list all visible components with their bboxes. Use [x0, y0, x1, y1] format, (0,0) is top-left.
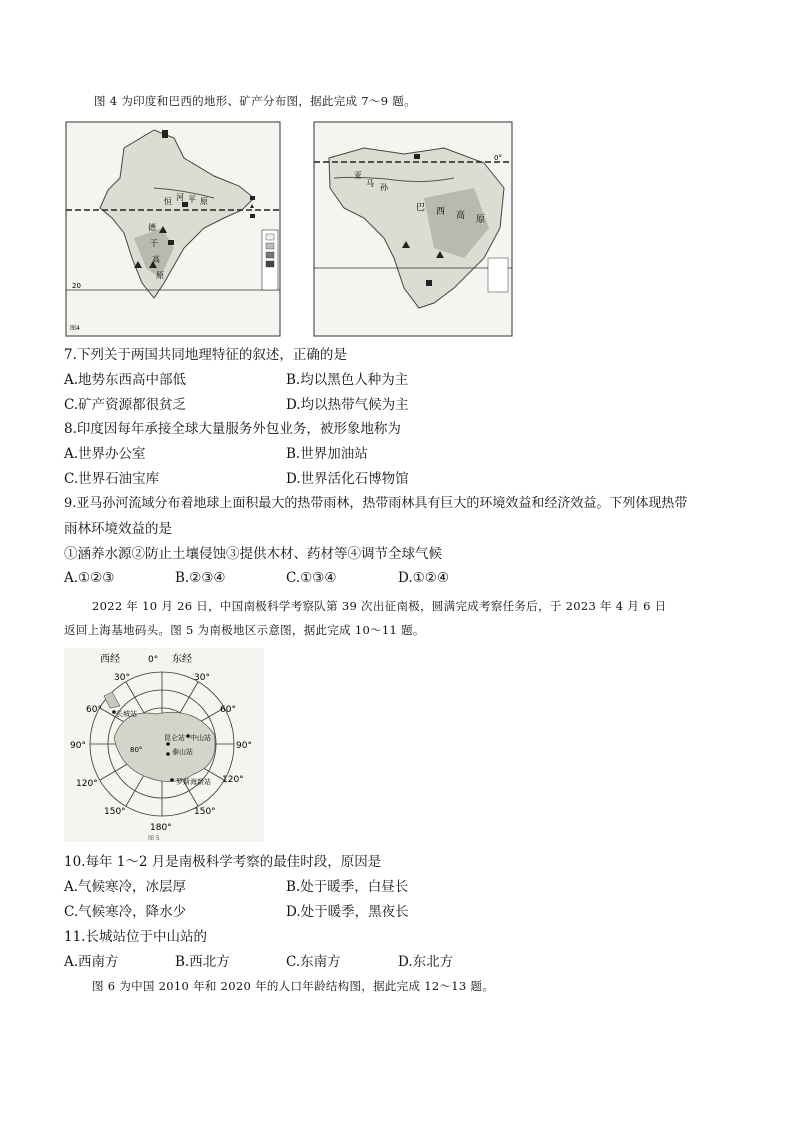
q8-option-d[interactable]: D.世界活化石博物馆 — [286, 471, 409, 487]
figure-4 — [64, 118, 516, 340]
svg-text:高: 高 — [152, 255, 160, 264]
fig5-deg90-east: 90° — [236, 741, 252, 751]
q11-option-b[interactable]: B.西北方 — [175, 954, 230, 970]
svg-text:巴: 巴 — [416, 203, 426, 213]
fig5-zhongshan-station: 中山站 — [190, 734, 211, 742]
q7-stem: 7.下列关于两国共同地理特征的叙述，正确的是 — [64, 347, 347, 363]
fig5-deg120-west: 120° — [76, 779, 98, 789]
fig5-deg80: 80° — [130, 746, 143, 754]
q11-option-c[interactable]: C.东南方 — [286, 954, 341, 970]
q8-option-c[interactable]: C.世界石油宝库 — [64, 471, 160, 487]
q10-option-d[interactable]: D.处于暖季，黑夜长 — [286, 904, 409, 920]
q10-option-c[interactable]: C.气候寒冷，降水少 — [64, 904, 187, 920]
intro-fig5-line2: 返回上海基地码头。图 5 为南极地区示意图，据此完成 10～11 题。 — [64, 623, 425, 637]
fig4-equator-label: 0° — [494, 154, 502, 162]
q9-option-d[interactable]: D.①②④ — [398, 570, 449, 586]
fig5-deg90-west: 90° — [70, 741, 86, 751]
q7-option-c[interactable]: C.矿产资源都很贫乏 — [64, 397, 187, 413]
fig5-deg180: 180° — [150, 823, 172, 833]
q8-option-a[interactable]: A.世界办公室 — [64, 446, 146, 462]
fig5-caption: 图 5 — [148, 835, 160, 842]
svg-text:亚: 亚 — [354, 171, 362, 180]
fig5-deg60-east: 60° — [220, 705, 236, 715]
fig5-deg60-west: 60° — [86, 705, 102, 715]
q9-option-b[interactable]: B.②③④ — [175, 570, 226, 586]
svg-text:原: 原 — [476, 215, 486, 225]
fig5-luosi-station: 罗斯海新站 — [176, 778, 211, 786]
fig5-west-label: 西经 — [100, 654, 120, 665]
fig4-lat-label: 20 — [72, 282, 81, 290]
svg-text:原: 原 — [156, 271, 164, 280]
q9-option-a[interactable]: A.①②③ — [64, 570, 115, 586]
svg-text:西: 西 — [436, 207, 446, 217]
fig5-deg30-east: 30° — [194, 673, 210, 683]
q7-option-a[interactable]: A.地势东西高中部低 — [64, 372, 187, 388]
svg-text:原: 原 — [200, 197, 208, 206]
fig5-deg0: 0° — [148, 655, 159, 665]
svg-text:恒: 恒 — [164, 197, 172, 206]
fig5-taishan-station: 泰山站 — [172, 748, 193, 756]
q9-stem-line1: 9.亚马孙河流域分布着地球上面积最大的热带雨林，热带雨林具有巨大的环境效益和经济效益。下列体现热带 — [64, 496, 688, 511]
q10-option-a[interactable]: A.气候寒冷，冰层厚 — [64, 879, 187, 895]
q8-option-b[interactable]: B.世界加油站 — [286, 446, 368, 462]
svg-text:图4: 图4 — [70, 325, 80, 332]
svg-text:河: 河 — [176, 193, 184, 202]
fig5-deg150-west: 150° — [104, 807, 126, 817]
fig5-deg30-west: 30° — [114, 673, 130, 683]
svg-text:孙: 孙 — [380, 183, 388, 192]
svg-text:平: 平 — [188, 195, 196, 204]
svg-text:高: 高 — [456, 211, 466, 221]
fig5-deg120-east: 120° — [222, 775, 244, 785]
q11-option-a[interactable]: A.西南方 — [64, 954, 119, 970]
figure-5-polar-map — [64, 648, 264, 842]
svg-text:马: 马 — [366, 179, 374, 188]
figure-4-maps — [64, 118, 516, 340]
svg-text:德: 德 — [148, 223, 156, 232]
svg-text:干: 干 — [150, 239, 158, 248]
q8-stem: 8.印度因每年承接全球大量服务外包业务，被形象地称为 — [64, 421, 401, 437]
q7-option-d[interactable]: D.均以热带气候为主 — [286, 397, 409, 413]
fig5-changcheng-station: 长城站 — [116, 710, 137, 718]
q10-option-b[interactable]: B.处于暖季，白昼长 — [286, 879, 409, 895]
intro-fig6: 图 6 为中国 2010 年和 2020 年的人口年龄结构图，据此完成 12～13 题。 — [92, 979, 495, 993]
intro-fig4: 图 4 为印度和巴西的地形、矿产分布图，据此完成 7～9 题。 — [94, 94, 416, 108]
fig5-kunlun-station: 昆仑站 — [164, 734, 185, 742]
q11-stem: 11.长城站位于中山站的 — [64, 929, 207, 945]
q11-option-d[interactable]: D.东北方 — [398, 954, 454, 970]
figure-5 — [64, 648, 264, 842]
q7-option-b[interactable]: B.均以黑色人种为主 — [286, 372, 409, 388]
q9-option-c[interactable]: C.①③④ — [286, 570, 337, 586]
fig5-east-label: 东经 — [172, 654, 192, 665]
q9-items: ①涵养水源②防止土壤侵蚀③提供木材、药材等④调节全球气候 — [64, 546, 442, 562]
intro-fig5-line1: 2022 年 10 月 26 日，中国南极科学考察队第 39 次出征南极，圆满完成考察任务后，于 2023 年 4 月 6 日 — [92, 599, 667, 613]
fig5-deg150-east: 150° — [194, 807, 216, 817]
q9-stem-line2: 雨林环境效益的是 — [64, 521, 172, 537]
q10-stem: 10.每年 1～2 月是南极科学考察的最佳时段，原因是 — [64, 854, 382, 870]
